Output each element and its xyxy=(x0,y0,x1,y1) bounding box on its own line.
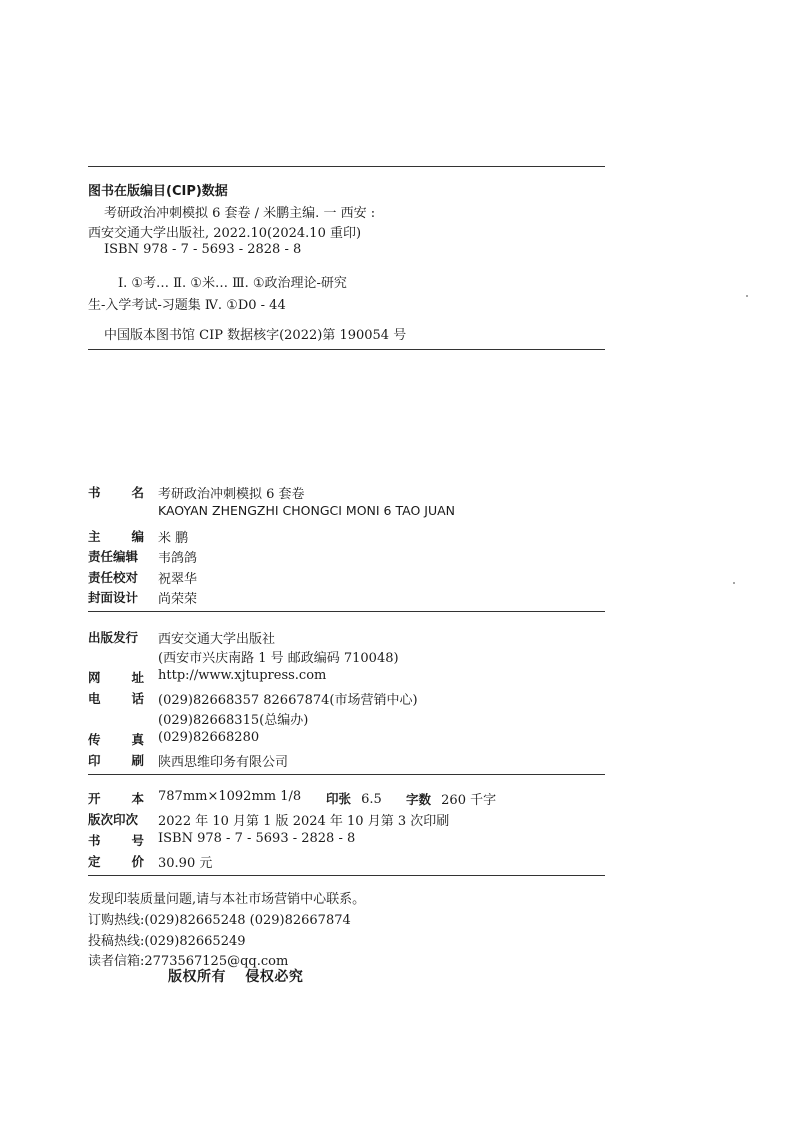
fax-label: 传 真 xyxy=(88,732,144,747)
cip-line-4: Ⅰ. ①考… Ⅱ. ①米… Ⅲ. ①政治理论-研究 xyxy=(118,276,347,291)
edition-value: 2022 年 10 月第 1 版 2024 年 10 月第 3 次印刷 xyxy=(158,814,450,829)
notice-line-4: 读者信箱:2773567125@qq.com xyxy=(88,954,289,969)
scan-speck xyxy=(746,295,748,297)
rule-publisher-specs xyxy=(88,774,605,775)
publisher-name: 西安交通大学出版社 xyxy=(158,632,276,647)
isbn-value: ISBN 978 - 7 - 5693 - 2828 - 8 xyxy=(158,831,356,846)
format-label: 开 本 xyxy=(88,791,144,806)
cip-line-3: ISBN 978 - 7 - 5693 - 2828 - 8 xyxy=(104,242,302,257)
edition-label: 版次印次 xyxy=(88,812,139,827)
notice-line-3: 投稿热线:(029)82665249 xyxy=(88,934,246,949)
title-label: 书 名 xyxy=(88,485,144,500)
sheets xyxy=(326,789,382,807)
cover-label: 封面设计 xyxy=(88,590,139,605)
isbn-label: 书 号 xyxy=(88,833,144,848)
title-cn: 考研政治冲刺模拟 6 套卷 xyxy=(158,487,305,502)
cip-line-2: 西安交通大学出版社, 2022.10(2024.10 重印) xyxy=(88,226,362,241)
phone-value-1: (029)82668357 82667874(市场营销中心) xyxy=(158,693,418,708)
sheets-value: 6.5 xyxy=(361,792,382,807)
cip-line-1: 考研政治冲刺模拟 6 套卷 / 米鹏主编. 一 西安 : xyxy=(104,206,376,221)
title-pinyin: KAOYAN ZHENGZHI CHONGCI MONI 6 TAO JUAN xyxy=(158,503,456,518)
editor-label: 主 编 xyxy=(88,529,144,544)
phone-label: 电 话 xyxy=(88,691,144,706)
editor-value: 米 鹏 xyxy=(158,531,189,546)
cip-bottom-rule xyxy=(88,349,605,350)
words xyxy=(406,789,496,808)
words-label: 字数 xyxy=(406,792,432,807)
cip-line-5: 生-入学考试-习题集 Ⅳ. ①D0 - 44 xyxy=(88,298,286,313)
format-value: 787mm×1092mm 1/8 xyxy=(158,789,302,804)
copyright-notice xyxy=(168,966,303,986)
piracy-prohibited: 侵权必究 xyxy=(245,969,304,985)
printer-label: 印 刷 xyxy=(88,753,144,768)
proofreader-value: 祝翠华 xyxy=(158,572,198,587)
fax-value: (029)82668280 xyxy=(158,730,260,745)
words-value: 260 千字 xyxy=(441,793,497,808)
scan-speck xyxy=(733,582,735,584)
sheets-label: 印张 xyxy=(326,791,352,806)
printer-value: 陕西思维印务有限公司 xyxy=(158,755,289,770)
rule-specs-notice xyxy=(88,875,605,876)
publisher-address: (西安市兴庆南路 1 号 邮政编码 710048) xyxy=(158,651,399,666)
web-value: http://www.xjtupress.com xyxy=(158,668,327,683)
cip-line-6: 中国版本图书馆 CIP 数据核字(2022)第 190054 号 xyxy=(104,328,407,343)
resp-editor-label: 责任编辑 xyxy=(88,549,139,564)
phone-value-2: (029)82668315(总编办) xyxy=(158,713,309,728)
price-label: 定 价 xyxy=(88,854,144,869)
notice-line-2: 订购热线:(029)82665248 (029)82667874 xyxy=(88,913,351,928)
notice-line-1: 发现印装质量问题,请与本社市场营销中心联系。 xyxy=(88,892,366,907)
web-label: 网 址 xyxy=(88,670,144,685)
publisher-label: 出版发行 xyxy=(88,630,139,645)
rights-reserved: 版权所有 xyxy=(168,969,226,985)
cip-title: 图书在版编目(CIP)数据 xyxy=(88,184,228,199)
rule-book-publisher xyxy=(88,611,605,612)
cover-value: 尚荣荣 xyxy=(158,592,198,607)
price-value: 30.90 元 xyxy=(158,856,213,871)
cip-top-rule xyxy=(88,166,605,167)
resp-editor-value: 韦鸽鸽 xyxy=(158,551,198,566)
proofreader-label: 责任校对 xyxy=(88,570,139,585)
